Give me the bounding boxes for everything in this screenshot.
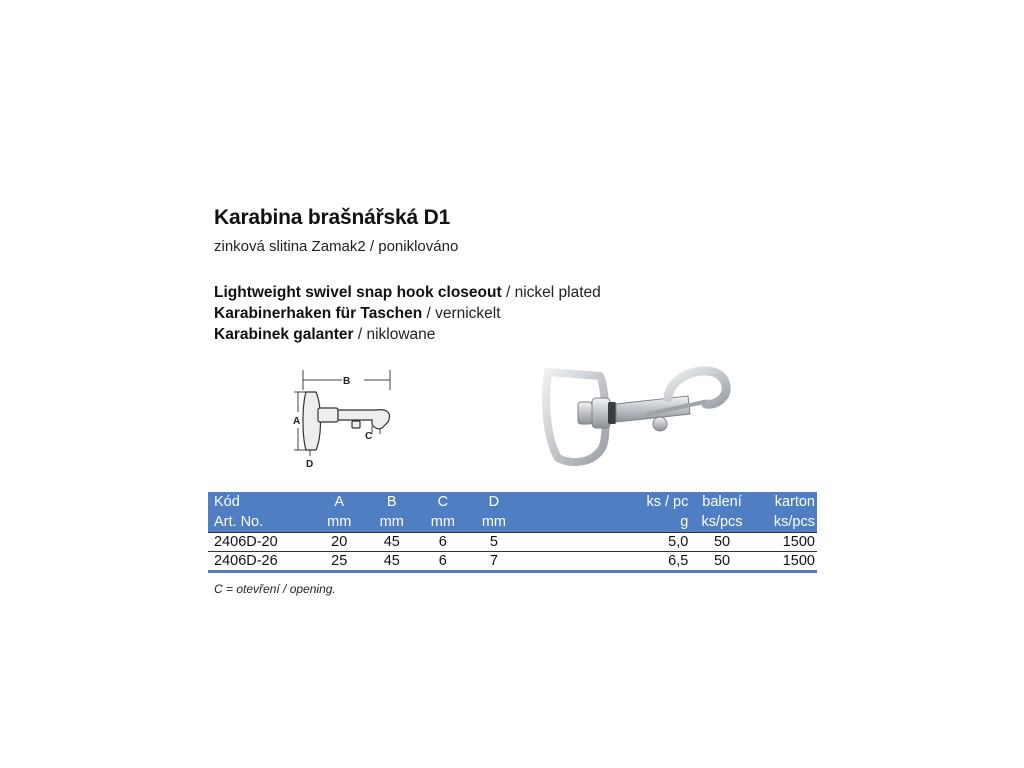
dimension-diagram <box>272 366 402 470</box>
unit-cell: g <box>626 512 693 533</box>
table-gap <box>519 533 625 552</box>
table-cell: 7 <box>468 552 519 572</box>
table-cell: 50 <box>692 552 751 572</box>
header-cell: A <box>312 492 366 512</box>
product-photo <box>538 358 738 468</box>
unit-cell: mm <box>417 512 468 533</box>
header-cell: B <box>366 492 417 512</box>
spec-table <box>208 492 817 573</box>
translation-de-name: Karabinerhaken für Taschen <box>214 305 423 322</box>
unit-cell: Art. No. <box>208 512 312 533</box>
translation-pl-finish: / niklowane <box>353 326 436 343</box>
table-cell: 6 <box>417 552 468 572</box>
footnote: C = otevření / opening. <box>214 582 336 596</box>
translation-pl <box>214 326 435 344</box>
translation-en-name: Lightweight swivel snap hook closeout <box>214 284 502 301</box>
table-unit-row <box>208 512 817 533</box>
diagram-label-b: B <box>343 376 351 387</box>
unit-gap <box>519 512 625 533</box>
table-cell: 20 <box>312 533 366 552</box>
table-cell: 1500 <box>752 552 817 572</box>
unit-cell: ks/pcs <box>752 512 817 533</box>
table-gap <box>519 552 625 572</box>
diagram-label-a: A <box>293 416 301 427</box>
table-header-row <box>208 492 817 512</box>
table-cell: 5,0 <box>626 533 693 552</box>
table-cell: 25 <box>312 552 366 572</box>
translation-de <box>214 305 501 323</box>
header-cell: ks / pc <box>626 492 693 512</box>
product-subtitle: zinková slitina Zamak2 / poniklováno <box>214 238 459 255</box>
table-row <box>208 533 817 552</box>
table-cell: 5 <box>468 533 519 552</box>
translation-pl-name: Karabinek galanter <box>214 326 354 343</box>
table-row <box>208 552 817 572</box>
header-cell: balení <box>692 492 751 512</box>
unit-cell: mm <box>366 512 417 533</box>
table-cell: 6 <box>417 533 468 552</box>
table-cell: 50 <box>692 533 751 552</box>
unit-cell: ks/pcs <box>692 512 751 533</box>
header-cell: C <box>417 492 468 512</box>
table-cell-code: 2406D-20 <box>208 533 312 552</box>
table-cell: 45 <box>366 552 417 572</box>
translation-en-finish: / nickel plated <box>501 284 601 301</box>
product-title: Karabina brašnářská D1 <box>214 206 451 229</box>
unit-cell: mm <box>312 512 366 533</box>
header-gap <box>519 492 625 512</box>
table-cell-code: 2406D-26 <box>208 552 312 572</box>
table-cell: 1500 <box>752 533 817 552</box>
diagram-label-d: D <box>306 459 314 470</box>
unit-cell: mm <box>468 512 519 533</box>
translation-de-finish: / vernickelt <box>422 305 501 322</box>
diagram-label-c: C <box>365 431 373 442</box>
translation-en <box>214 284 601 302</box>
table-cell: 6,5 <box>626 552 693 572</box>
header-cell: karton <box>752 492 817 512</box>
header-cell: D <box>468 492 519 512</box>
header-cell: Kód <box>208 492 312 512</box>
table-cell: 45 <box>366 533 417 552</box>
